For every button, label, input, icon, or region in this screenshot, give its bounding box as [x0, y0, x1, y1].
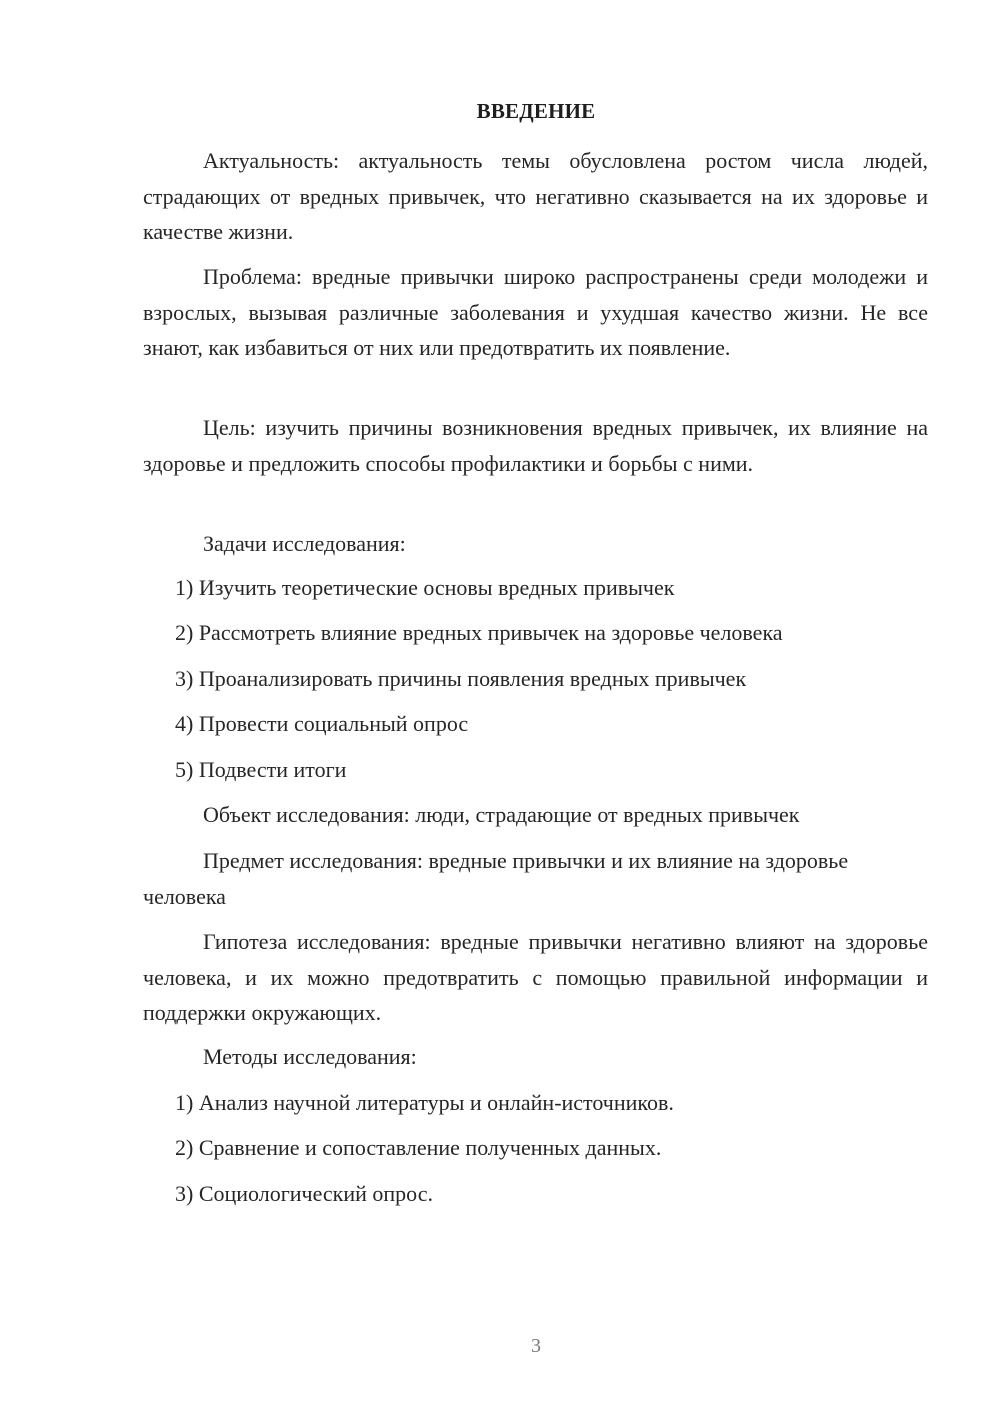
- task-item: 3) Проанализировать причины появления вредных привычек: [175, 666, 747, 691]
- method-item: 2) Сравнение и сопоставление полученных данных.: [175, 1135, 662, 1160]
- task-item: 1) Изучить теоретические основы вредных привычек: [175, 575, 675, 600]
- page-title: ВВЕДЕНИЕ: [476, 99, 596, 123]
- task-item: 2) Рассмотреть влияние вредных привычек на здоровье человека: [175, 620, 783, 645]
- paragraph-problem: Проблема: вредные привычки широко распространены среди молодежи и взрослых, вызывая различные заболевания и ухудшая качество жизни. Не все знают, как избавиться от них или предотвратить их появление.: [143, 264, 928, 360]
- task-item: 5) Подвести итоги: [175, 757, 347, 782]
- paragraph-relevance: Актуальность: актуальность темы обусловлена ростом числа людей, страдающих от вредных привычек, что негативно сказывается на их здоровье и качестве жизни.: [143, 148, 928, 244]
- paragraph-subject: Предмет исследования: вредные привычки и их влияние на здоровье человека: [143, 848, 849, 909]
- paragraph-hypothesis: Гипотеза исследования: вредные привычки негативно влияют на здоровье человека, и их можно предотвратить с помощью правильной информации и поддержки окружающих.: [143, 929, 928, 1025]
- tasks-heading: Задачи исследования:: [203, 531, 406, 556]
- method-item: 3) Социологический опрос.: [175, 1181, 433, 1206]
- paragraph-goal: Цель: изучить причины возникновения вредных привычек, их влияние на здоровье и предложить способы профилактики и борьбы с ними.: [143, 415, 928, 476]
- task-item: 4) Провести социальный опрос: [175, 711, 469, 736]
- methods-heading: Методы исследования:: [203, 1044, 417, 1069]
- method-item: 1) Анализ научной литературы и онлайн-источников.: [175, 1090, 674, 1115]
- page-number: 3: [531, 1335, 541, 1357]
- paragraph-object: Объект исследования: люди, страдающие от вредных привычек: [203, 802, 800, 827]
